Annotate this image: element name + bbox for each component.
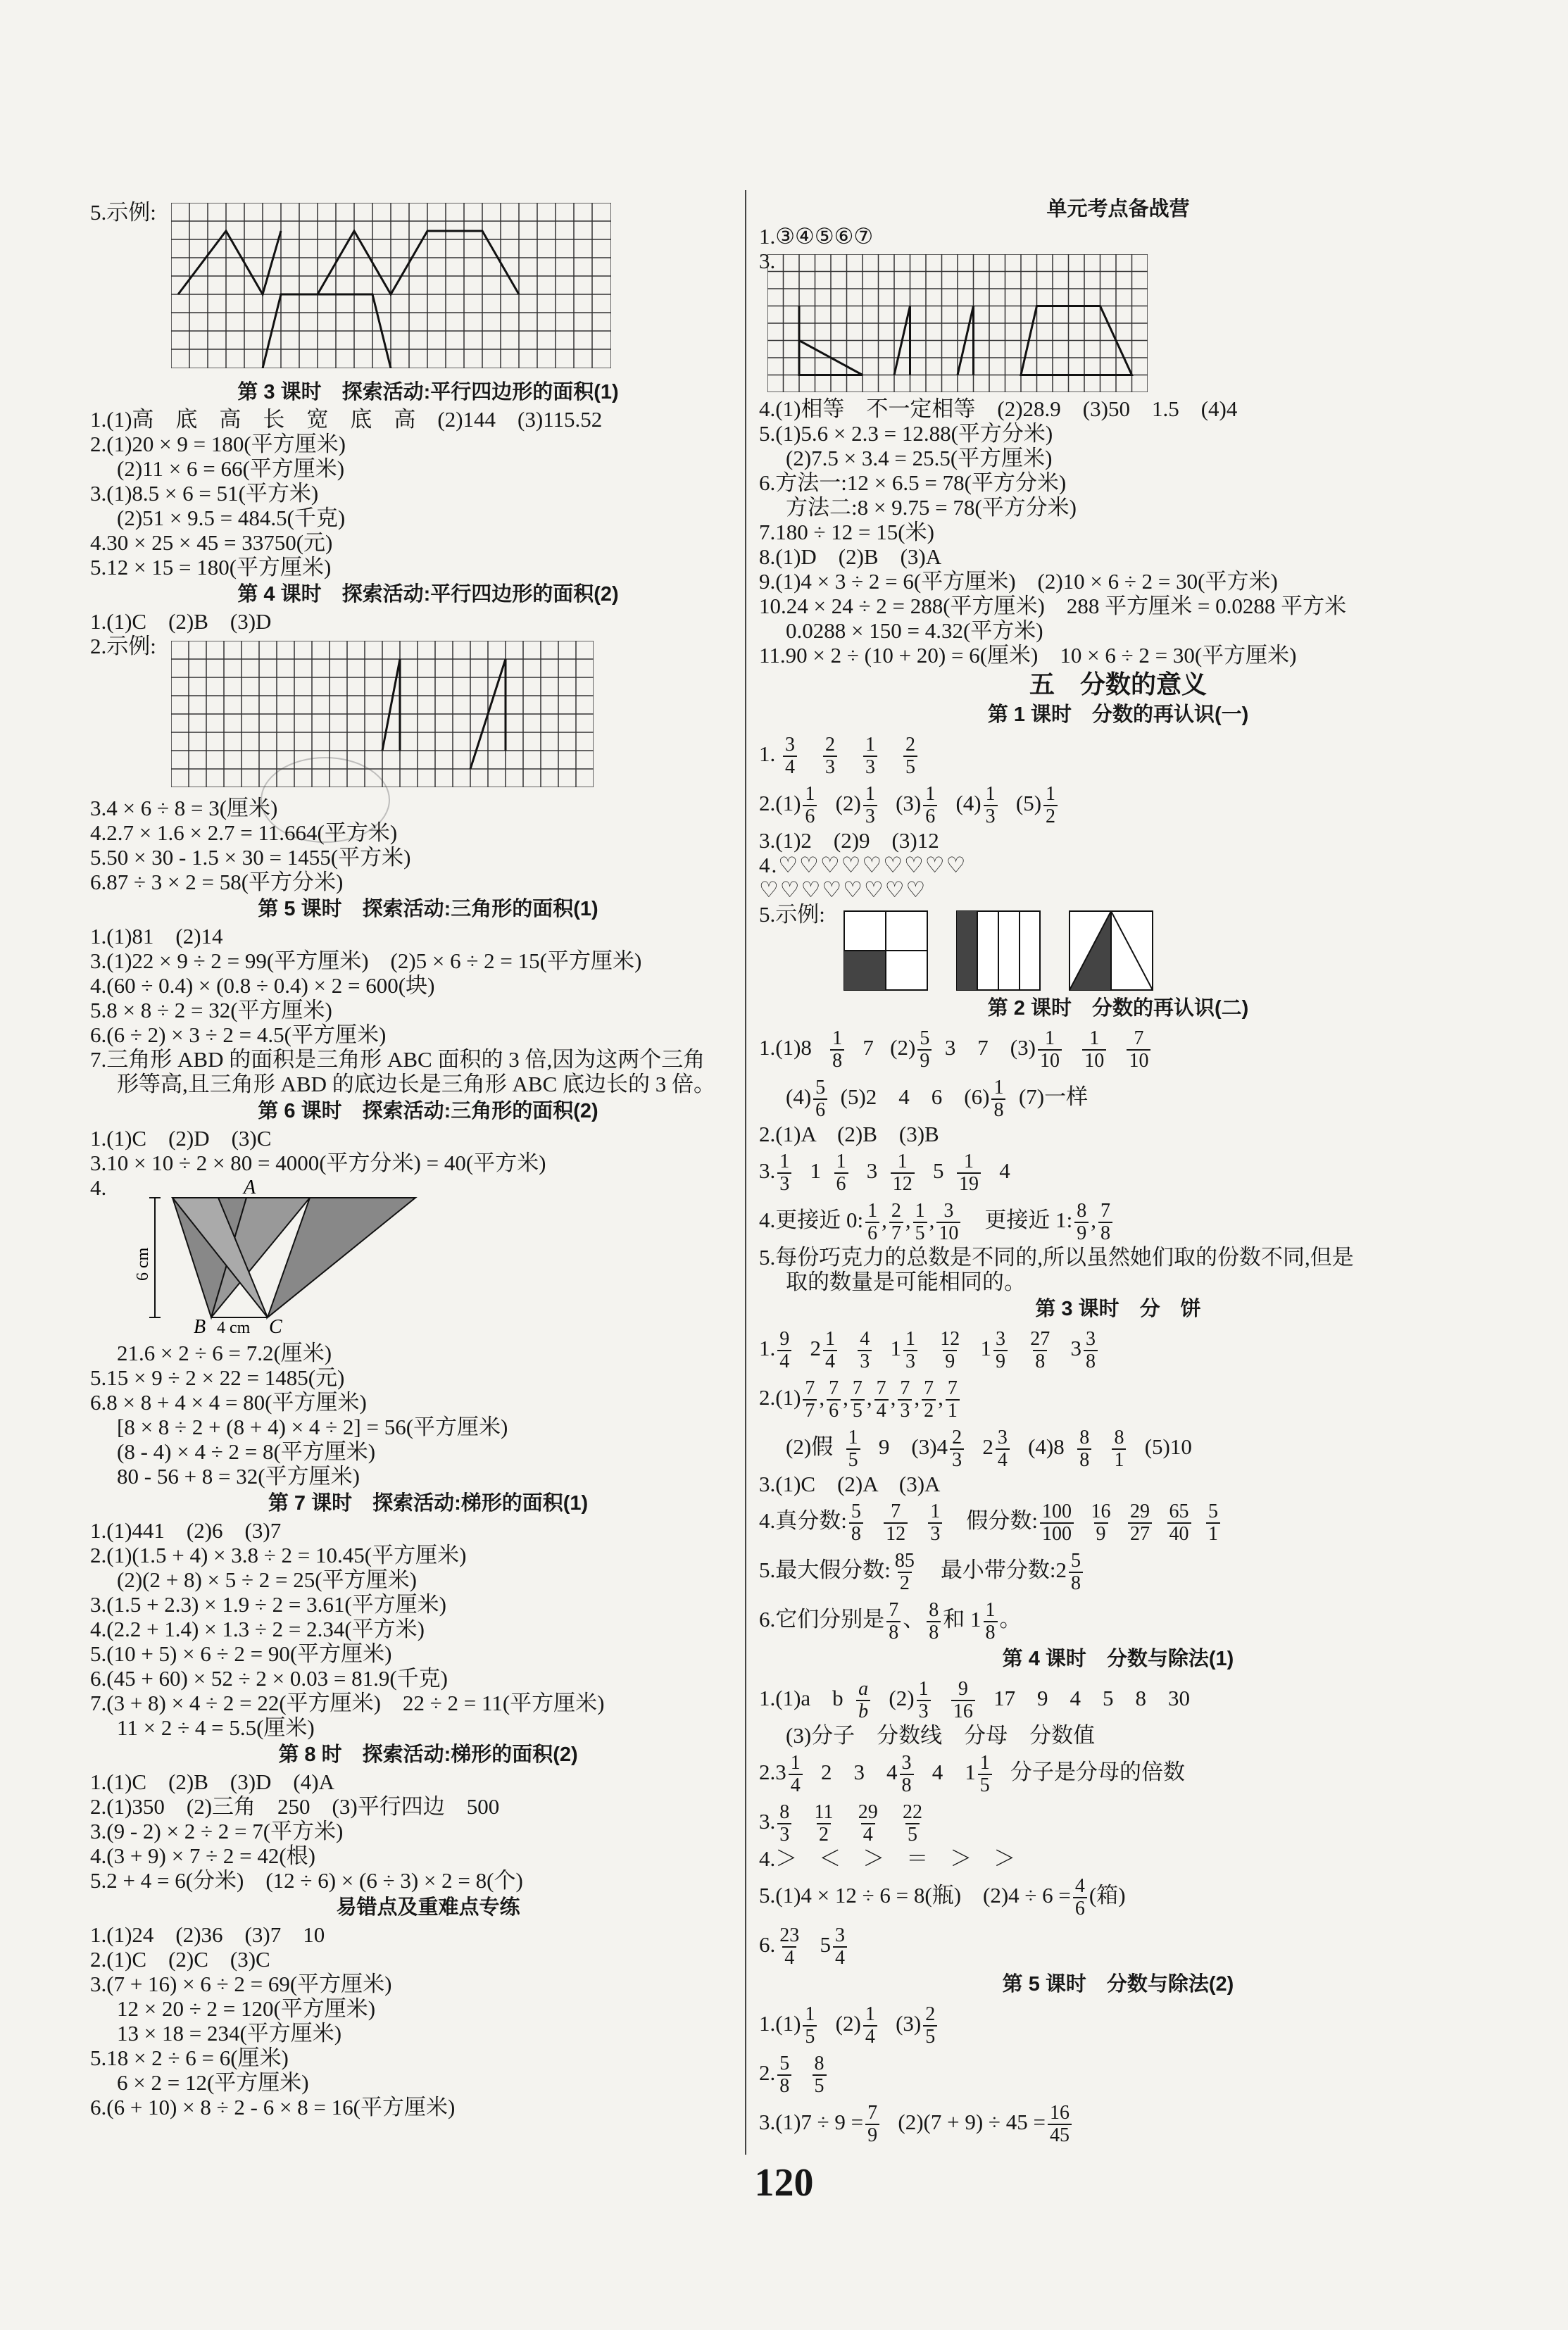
section-heading: 第 4 课时 分数与除法(1) bbox=[1002, 1648, 1234, 1670]
label-b: B bbox=[194, 1316, 206, 1338]
text-line: 3.4 × 6 ÷ 8 = 3(厘米) bbox=[90, 796, 278, 820]
parallelogram-grid-figure bbox=[171, 203, 611, 368]
fraction: $\frac{2}{5}$ bbox=[923, 2004, 937, 2048]
text: (2) bbox=[890, 1035, 916, 1060]
fraction: $\frac{1}{3}$ bbox=[863, 734, 877, 778]
section-heading: 第 5 课时 分数与除法(2) bbox=[1002, 1973, 1234, 1996]
text-line: 3.(7 + 16) × 6 ÷ 2 = 69(平方厘米) bbox=[90, 1972, 392, 1996]
text: 和 1 bbox=[943, 1607, 981, 1631]
fraction: $\frac{1}{8}$ bbox=[830, 1028, 844, 1072]
fraction: $\frac{29}{4}$ bbox=[858, 1800, 878, 1846]
text: (4) bbox=[786, 1084, 812, 1109]
text-line: 5.15 × 9 ÷ 2 × 22 = 1485(元) bbox=[90, 1365, 345, 1390]
label-c: C bbox=[269, 1316, 282, 1338]
text: (4)8 bbox=[1028, 1434, 1065, 1459]
text-line: 5.8 × 8 ÷ 2 = 32(平方厘米) bbox=[90, 998, 332, 1022]
fraction-line bbox=[759, 1072, 1477, 1122]
text-line: 5.12 × 15 = 180(平方厘米) bbox=[90, 555, 332, 580]
q5-example-shapes bbox=[759, 902, 1477, 994]
hearts-line: ♡♡♡♡♡♡♡♡ bbox=[759, 877, 927, 902]
fraction: $\frac{1}{6}$ bbox=[865, 1201, 879, 1244]
fraction: $\frac{7}{12}$ bbox=[884, 1501, 908, 1545]
text-line: 1.(1)C (2)B (3)D bbox=[90, 609, 272, 634]
text-line: 1.(1)C (2)B (3)D (4)A bbox=[90, 1770, 334, 1794]
text: 2 3 4 bbox=[821, 1760, 898, 1784]
fraction: $\frac{1}{5}$ bbox=[978, 1753, 992, 1796]
text-line: 6.8 × 8 + 4 × 4 = 80(平方厘米) bbox=[90, 1390, 367, 1415]
fraction: $\frac{16}{45}$ bbox=[1048, 2103, 1072, 2146]
fraction: $\frac{1}{5}$ bbox=[913, 1201, 927, 1244]
text: 2.(1) bbox=[759, 1385, 801, 1410]
fraction: $\frac{2}{5}$ bbox=[903, 734, 917, 778]
fraction: $\frac{3}{8}$ bbox=[900, 1753, 914, 1796]
text: (箱) bbox=[1089, 1883, 1126, 1908]
fraction: $\frac{1}{8}$ bbox=[991, 1077, 1005, 1121]
text-line: 3.(1)2 (2)9 (3)12 bbox=[759, 828, 939, 853]
text: 3.(1)7 ÷ 9 = bbox=[759, 2110, 864, 2134]
fraction-line bbox=[759, 1920, 1477, 1969]
fraction: $\frac{7}{1}$ bbox=[946, 1378, 960, 1422]
text-line: 4.(1)相等 不一定相等 (2)28.9 (3)50 1.5 (4)4 bbox=[759, 396, 1238, 421]
text: 5.(1)4 × 12 ÷ 6 = 8(瓶) (2)4 ÷ 6 = bbox=[759, 1883, 1071, 1908]
fraction: $\frac{9}{16}$ bbox=[951, 1679, 975, 1722]
text-line: 7.180 ÷ 12 = 15(米) bbox=[759, 520, 934, 544]
text: 4 bbox=[999, 1158, 1010, 1183]
text-line: 1.(1)24 (2)36 (3)7 10 bbox=[90, 1922, 325, 1947]
fraction: $\frac{2}{7}$ bbox=[889, 1201, 903, 1244]
fraction-line: 2.(1) $\frac{7}{7}$ , $\frac{7}{6}$ , $\frac{7}{5}$ , $\frac{7}{4}$ , $\frac{7}{3}$ , $\frac{7}{2}$ , $\frac{7}{1}$ bbox=[759, 1373, 1477, 1422]
text-line: 6.方法一:12 × 6.5 = 78(平方分米) bbox=[759, 470, 1067, 495]
section-heading: 第 4 课时 探索活动:平行四边形的面积(2) bbox=[237, 583, 619, 606]
chapter-heading: 五 分数的意义 bbox=[1029, 670, 1207, 699]
fraction: $\frac{1}{6}$ bbox=[834, 1151, 848, 1195]
fraction-line bbox=[759, 1496, 1477, 1546]
text: 2. bbox=[759, 2060, 776, 2085]
fraction: $\frac{27}{8}$ bbox=[1030, 1327, 1050, 1372]
text: (2)(7 + 9) ÷ 45 = bbox=[898, 2110, 1046, 2134]
text-line: 6.87 ÷ 3 × 2 = 58(平方分米) bbox=[90, 870, 344, 894]
text-line: 5.示例: bbox=[90, 200, 156, 225]
fraction: $\frac{12}{9}$ bbox=[940, 1327, 960, 1372]
text-line: 1.(1)441 (2)6 (3)7 bbox=[90, 1518, 282, 1543]
text: 5 bbox=[933, 1158, 944, 1183]
text-line: 6.(45 + 60) × 52 ÷ 2 × 0.03 = 81.9(千克) bbox=[90, 1666, 448, 1691]
fraction: $\frac{8}{1}$ bbox=[1112, 1427, 1126, 1471]
text-line: 4.＞ ＜ ＞ ＝ ＞ ＞ bbox=[759, 1846, 1016, 1871]
text-line: 5.(1)5.6 × 2.3 = 12.88(平方分米) bbox=[759, 421, 1053, 446]
text: 最小带分数:2 bbox=[940, 1558, 1067, 1582]
square-triangle-shaded bbox=[1069, 910, 1153, 991]
text-line: 3.10 × 10 ÷ 2 × 80 = 4000(平方分米) = 40(平方米) bbox=[90, 1151, 546, 1175]
text-line: 9.(1)4 × 3 ÷ 2 = 6(平方厘米) (2)10 × 6 ÷ 2 = 30(平方米) bbox=[759, 569, 1278, 594]
text-line: 7.三角形 ABD 的面积是三角形 ABC 面积的 3 倍,因为这两个三角 bbox=[90, 1047, 705, 1072]
fraction: $\frac{1}{12}$ bbox=[891, 1151, 915, 1195]
fraction-line bbox=[759, 2098, 1477, 2147]
fraction: $\frac{1}{8}$ bbox=[984, 1600, 998, 1643]
fraction-line bbox=[759, 1546, 1477, 1595]
fraction: $\frac{3}{4}$ bbox=[996, 1427, 1010, 1471]
text: 7 bbox=[863, 1035, 874, 1060]
text: (2)假 bbox=[786, 1434, 834, 1459]
fraction: $\frac{8}{9}$ bbox=[1074, 1201, 1089, 1244]
fraction-line: 4.更接近 0: $\frac{1}{6}$ , $\frac{2}{7}$ , $\frac{1}{5}$ , $\frac{3}{10}$ 更接近 1: $\frac{8}{9}$ , $\frac{7}{8}$ bbox=[759, 1196, 1477, 1245]
text-line: 6.(6 ÷ 2) × 3 ÷ 2 = 4.5(平方厘米) bbox=[90, 1022, 387, 1047]
text: 3 bbox=[866, 1158, 878, 1183]
fraction: $\frac{1}{4}$ bbox=[789, 1753, 803, 1796]
text-line: 4.(2.2 + 1.4) × 1.3 ÷ 2 = 2.34(平方米) bbox=[90, 1617, 425, 1641]
fraction-line: 1. $\frac{9}{4}$ 2 $\frac{1}{4}$ $\frac{4}{3}$ 1 $\frac{1}{3}$ $\frac{12}{9}$ 1 $\frac{3}{9}$ $\frac{27}{8}$ 3 $\frac{3}{8}$ bbox=[759, 1324, 1477, 1373]
fraction: $\frac{7}{8}$ bbox=[1098, 1201, 1112, 1244]
fraction: $\frac{1}{3}$ bbox=[777, 1151, 791, 1195]
text-line: 2.(1)A (2)B (3)B bbox=[759, 1122, 939, 1146]
text-line: [8 × 8 ÷ 2 + (8 + 4) × 4 ÷ 2] = 56(平方厘米) bbox=[117, 1415, 508, 1439]
text: 4.真分数: bbox=[759, 1508, 847, 1533]
fraction: $\frac{3}{8}$ bbox=[1084, 1329, 1098, 1372]
text: 4 1 bbox=[932, 1760, 976, 1784]
fraction: $\frac{3}{9}$ bbox=[993, 1329, 1008, 1372]
section-heading: 第 1 课时 分数的再认识(一) bbox=[987, 703, 1249, 726]
q2-example-block bbox=[90, 634, 766, 796]
text-line: 4.2.7 × 1.6 × 2.7 = 11.664(平方米) bbox=[90, 820, 398, 845]
section-heading: 易错点及重难点专练 bbox=[336, 1896, 520, 1919]
fraction: $\frac{5}{8}$ bbox=[1069, 1551, 1083, 1594]
text-line: 3.(1)8.5 × 6 = 51(平方米) bbox=[90, 481, 319, 506]
right-column bbox=[759, 194, 1477, 2147]
section-heading: 第 2 课时 分数的再认识(二) bbox=[987, 997, 1249, 1020]
text-line: 2.示例: bbox=[90, 634, 156, 658]
fraction: $\frac{3}{4}$ bbox=[783, 734, 797, 778]
text-line: 5.示例: bbox=[759, 902, 825, 927]
fraction: $\frac{65}{40}$ bbox=[1167, 1501, 1191, 1545]
fraction: $\frac{22}{5}$ bbox=[902, 1800, 922, 1846]
fraction-line bbox=[759, 1422, 1477, 1472]
text-line: 5.每份巧克力的总数是不同的,所以虽然她们取的份数不同,但是 bbox=[759, 1245, 1354, 1270]
text: 1. bbox=[759, 741, 776, 766]
text-line: 2.(1)(1.5 + 4) × 3.8 ÷ 2 = 10.45(平方厘米) bbox=[90, 1543, 467, 1567]
fraction: $\frac{9}{4}$ bbox=[777, 1329, 791, 1372]
fraction: $\frac{1}{4}$ bbox=[863, 2004, 877, 2048]
text-line: 80 - 56 + 8 = 32(平方厘米) bbox=[117, 1464, 360, 1489]
text-line: 3.(1.5 + 2.3) × 1.9 ÷ 2 = 3.61(平方厘米) bbox=[90, 1592, 447, 1617]
fraction: $\frac{23}{4}$ bbox=[779, 1924, 800, 1969]
text: 1.(1) bbox=[759, 2011, 801, 2036]
text-line: 5.(10 + 5) × 6 ÷ 2 = 90(平方厘米) bbox=[90, 1641, 392, 1666]
text-line: 5.50 × 30 - 1.5 × 30 = 1455(平方米) bbox=[90, 845, 411, 870]
text-line: 4.(60 ÷ 0.4) × (0.8 ÷ 0.4) × 2 = 600(块) bbox=[90, 973, 435, 998]
fraction: $\frac{5}{9}$ bbox=[917, 1028, 932, 1072]
page-number: 120 bbox=[754, 2161, 814, 2205]
text: (3) bbox=[896, 2011, 922, 2036]
label-a: A bbox=[244, 1177, 256, 1198]
text: 。 bbox=[999, 1607, 1022, 1631]
text-line: 4. bbox=[90, 1175, 107, 1200]
fraction: $\frac{1}{6}$ bbox=[803, 784, 817, 827]
fraction-line: 6.它们分别是 $\frac{7}{8}$ 、 $\frac{8}{8}$ 和 1 $\frac{1}{8}$ 。 bbox=[759, 1598, 1022, 1643]
text: 2.(1) bbox=[759, 791, 801, 815]
text-line: 5.2 + 4 = 6(分米) (12 ÷ 6) × (6 ÷ 3) × 2 = 8(个) bbox=[90, 1868, 523, 1893]
text: (4) bbox=[955, 791, 981, 815]
text-line: (3)分子 分数线 分母 分数值 bbox=[786, 1723, 1096, 1748]
fraction: $\frac{2}{3}$ bbox=[950, 1427, 964, 1471]
fraction: $\frac{5}{8}$ bbox=[777, 2053, 791, 2097]
text-line: 2.(1)350 (2)三角 250 (3)平行四边 500 bbox=[90, 1794, 500, 1819]
text-line: 12 × 20 ÷ 2 = 120(平方厘米) bbox=[117, 1996, 376, 2021]
text-line: 形等高,且三角形 ABD 的底边长是三角形 ABC 底边长的 3 倍。 bbox=[117, 1072, 715, 1096]
fraction: $\frac{1}{4}$ bbox=[823, 1329, 837, 1372]
fraction: $\frac{5}{8}$ bbox=[849, 1501, 863, 1545]
fraction: $\frac{a}{b}$ bbox=[856, 1679, 870, 1722]
text-line: 10.24 × 24 ÷ 2 = 288(平方厘米) 288 平方厘米 = 0.0288 平方米 bbox=[759, 594, 1347, 618]
section-heading: 第 5 课时 探索活动:三角形的面积(1) bbox=[258, 898, 598, 920]
fraction: $\frac{7}{10}$ bbox=[1127, 1028, 1150, 1072]
text: 1.(1)8 bbox=[759, 1035, 812, 1060]
text: (2) bbox=[835, 2011, 861, 2036]
text-line: 6 × 2 = 12(平方厘米) bbox=[117, 2070, 309, 2095]
label-4cm: 4 cm bbox=[217, 1319, 251, 1337]
text: 分子是分母的倍数 bbox=[1010, 1760, 1185, 1784]
left-column bbox=[90, 194, 766, 2119]
fraction: $\frac{1}{3}$ bbox=[928, 1501, 942, 1545]
text-line: (2)51 × 9.5 = 484.5(千克) bbox=[117, 506, 346, 530]
fraction: $\frac{11}{2}$ bbox=[814, 1800, 834, 1846]
fraction: $\frac{7}{3}$ bbox=[898, 1378, 912, 1422]
fraction-line bbox=[759, 1871, 1477, 1920]
fraction: $\frac{7}{4}$ bbox=[874, 1378, 889, 1422]
text: 9 (3)4 bbox=[878, 1434, 948, 1459]
fraction: $\frac{1}{6}$ bbox=[923, 784, 937, 827]
fraction: $\frac{1}{5}$ bbox=[846, 1427, 860, 1471]
text: 假分数: bbox=[966, 1508, 1038, 1533]
fraction: $\frac{1}{19}$ bbox=[957, 1151, 981, 1195]
fraction-line bbox=[759, 1023, 1477, 1072]
fraction: $\frac{7}{7}$ bbox=[803, 1378, 817, 1422]
fraction: $\frac{5}{1}$ bbox=[1206, 1501, 1220, 1545]
text-line: 2.(1)20 × 9 = 180(平方厘米) bbox=[90, 432, 346, 456]
fraction: $\frac{3}{4}$ bbox=[833, 1925, 847, 1969]
shapes-grid-figure bbox=[767, 254, 1148, 392]
text-line: 7.(3 + 8) × 4 ÷ 2 = 22(平方厘米) 22 ÷ 2 = 11(平方厘米) bbox=[90, 1691, 605, 1715]
text: 4.更接近 0: bbox=[759, 1208, 864, 1232]
fraction: $\frac{29}{27}$ bbox=[1128, 1501, 1152, 1545]
section-heading: 第 3 课时 探索活动:平行四边形的面积(1) bbox=[237, 381, 619, 403]
fraction: $\frac{1}{3}$ bbox=[917, 1679, 931, 1722]
text-line: 0.0288 × 150 = 4.32(平方米) bbox=[786, 618, 1043, 643]
hearts-line: 4.♡♡♡♡♡♡♡♡♡ bbox=[759, 853, 967, 877]
text-line: 8.(1)D (2)B (3)A bbox=[759, 544, 942, 569]
fraction: $\frac{1}{10}$ bbox=[1038, 1028, 1062, 1072]
fraction: $\frac{2}{3}$ bbox=[823, 734, 837, 778]
text-line: 4.(3 + 9) × 7 ÷ 2 = 42(根) bbox=[90, 1843, 316, 1868]
parallelogram-grid-figure-2 bbox=[171, 641, 594, 787]
label-6cm: 6 cm bbox=[134, 1247, 152, 1281]
triangles-figure bbox=[106, 1177, 500, 1339]
fraction: $\frac{8}{5}$ bbox=[813, 2053, 827, 2097]
text-line: 1.(1)C (2)D (3)C bbox=[90, 1126, 272, 1151]
text-line: 1.(1)81 (2)14 bbox=[90, 924, 223, 948]
text: (5)10 bbox=[1144, 1434, 1192, 1459]
fraction: $\frac{4}{3}$ bbox=[858, 1329, 872, 1372]
text-line: 1.③④⑤⑥⑦ bbox=[759, 224, 874, 249]
text: 1. bbox=[759, 1336, 776, 1360]
fraction: $\frac{7}{5}$ bbox=[851, 1378, 865, 1422]
fraction: $\frac{7}{8}$ bbox=[886, 1600, 901, 1643]
fraction: $\frac{1}{10}$ bbox=[1082, 1028, 1106, 1072]
fraction: $\frac{8}{8}$ bbox=[927, 1600, 941, 1643]
fraction: $\frac{3}{10}$ bbox=[936, 1201, 960, 1244]
text: (5) bbox=[1015, 791, 1042, 815]
fraction-line bbox=[759, 1146, 1477, 1196]
section-heading: 第 6 课时 探索活动:三角形的面积(2) bbox=[258, 1100, 598, 1122]
fraction-line bbox=[759, 1999, 1477, 2048]
fraction-line bbox=[759, 1748, 1477, 1797]
text-line: 3.(1)22 × 9 ÷ 2 = 99(平方厘米) (2)5 × 6 ÷ 2 = 15(平方厘米) bbox=[90, 948, 642, 973]
text-line: 1.(1)高 底 高 长 宽 底 高 (2)144 (3)115.52 bbox=[90, 407, 603, 432]
section-heading: 第 3 课时 分 饼 bbox=[1035, 1298, 1201, 1320]
text-line: (2)11 × 6 = 66(平方厘米) bbox=[117, 456, 345, 481]
q5-example-block bbox=[90, 194, 766, 377]
fraction: $\frac{85}{2}$ bbox=[894, 1549, 915, 1594]
text: 6. bbox=[759, 1932, 776, 1957]
section-heading: 第 8 时 探索活动:梯形的面积(2) bbox=[278, 1743, 578, 1766]
text: 3. bbox=[759, 1809, 776, 1834]
text-line: 3.(1)C (2)A (3)A bbox=[759, 1472, 941, 1496]
triangle-figure-block bbox=[90, 1175, 766, 1341]
fraction: $\frac{1}{2}$ bbox=[1043, 784, 1058, 827]
fraction-line bbox=[759, 729, 1477, 779]
section-heading: 单元考点备战营 bbox=[1046, 198, 1190, 220]
fraction: $\frac{7}{9}$ bbox=[865, 2103, 879, 2146]
text: 1 bbox=[810, 1158, 821, 1183]
fraction: $\frac{1}{3}$ bbox=[863, 784, 877, 827]
text-line: 5.18 × 2 ÷ 6 = 6(厘米) bbox=[90, 2046, 289, 2070]
text-line: 3. bbox=[759, 249, 776, 273]
fraction-line bbox=[759, 1674, 1477, 1723]
fraction: $\frac{7}{6}$ bbox=[827, 1378, 841, 1422]
text-line: (2)7.5 × 3.4 = 25.5(平方厘米) bbox=[786, 446, 1053, 470]
text-line: 方法二:8 × 9.75 = 78(平方分米) bbox=[786, 495, 1077, 520]
fraction-line bbox=[759, 2048, 1477, 2098]
text: (2) bbox=[835, 791, 861, 815]
text: 更接近 1: bbox=[984, 1208, 1073, 1232]
text: 5.最大假分数: bbox=[759, 1558, 891, 1582]
text: (2) bbox=[889, 1686, 915, 1710]
text: 6.它们分别是 bbox=[759, 1607, 885, 1631]
fraction: $\frac{16}{9}$ bbox=[1091, 1500, 1111, 1545]
fraction: $\frac{1}{3}$ bbox=[903, 1329, 917, 1372]
text-line: 11.90 × 2 ÷ (10 + 20) = 6(厘米) 10 × 6 ÷ 2 = 30(平方厘米) bbox=[759, 643, 1297, 668]
text: (3) bbox=[896, 791, 922, 815]
text-line: (8 - 4) × 4 ÷ 2 = 8(平方厘米) bbox=[117, 1439, 376, 1464]
text: 1.(1)a b bbox=[759, 1686, 843, 1710]
text: (7)一样 bbox=[1018, 1084, 1089, 1109]
text: 5 bbox=[820, 1932, 831, 1957]
text-line: 取的数量是可能相同的。 bbox=[786, 1270, 1026, 1294]
fraction: $\frac{1}{5}$ bbox=[803, 2004, 817, 2048]
text: 3 7 (3) bbox=[944, 1035, 1036, 1060]
text: (5)2 4 6 (6) bbox=[840, 1084, 990, 1109]
fraction-line bbox=[759, 1797, 1477, 1846]
text-line: 6.(6 + 10) × 8 ÷ 2 - 6 × 8 = 16(平方厘米) bbox=[90, 2095, 456, 2119]
fraction: $\frac{1}{3}$ bbox=[984, 784, 998, 827]
q3-figure-block bbox=[759, 249, 1477, 396]
fraction: $\frac{7}{2}$ bbox=[922, 1378, 936, 1422]
section-heading: 第 7 课时 探索活动:梯形的面积(1) bbox=[268, 1492, 589, 1515]
text: 2.3 bbox=[759, 1760, 786, 1784]
text-line: 3.(9 - 2) × 2 ÷ 2 = 7(平方米) bbox=[90, 1819, 344, 1843]
fraction: $\frac{5}{6}$ bbox=[813, 1077, 827, 1121]
square-quarter-shaded bbox=[843, 910, 928, 991]
text-line: (2)(2 + 8) × 5 ÷ 2 = 25(平方厘米) bbox=[117, 1567, 417, 1592]
square-strips-shaded bbox=[956, 910, 1041, 991]
fraction: $\frac{4}{6}$ bbox=[1073, 1876, 1087, 1919]
text-line: 21.6 × 2 ÷ 6 = 7.2(厘米) bbox=[117, 1341, 332, 1365]
fraction: $\frac{8}{8}$ bbox=[1077, 1427, 1091, 1471]
fraction: $\frac{8}{3}$ bbox=[777, 1802, 791, 1846]
fraction-line bbox=[759, 779, 1477, 828]
text-line: 11 × 2 ÷ 4 = 5.5(厘米) bbox=[117, 1715, 315, 1740]
text: 2 bbox=[982, 1434, 993, 1459]
text: 17 9 4 5 8 30 bbox=[993, 1686, 1191, 1710]
text-line: 13 × 18 = 234(平方厘米) bbox=[117, 2021, 342, 2046]
text: 3. bbox=[759, 1158, 776, 1183]
text-line: 4.30 × 25 × 45 = 33750(元) bbox=[90, 530, 333, 555]
fraction: $\frac{100}{100}$ bbox=[1040, 1501, 1074, 1545]
text-line: 2.(1)C (2)C (3)C bbox=[90, 1947, 270, 1972]
